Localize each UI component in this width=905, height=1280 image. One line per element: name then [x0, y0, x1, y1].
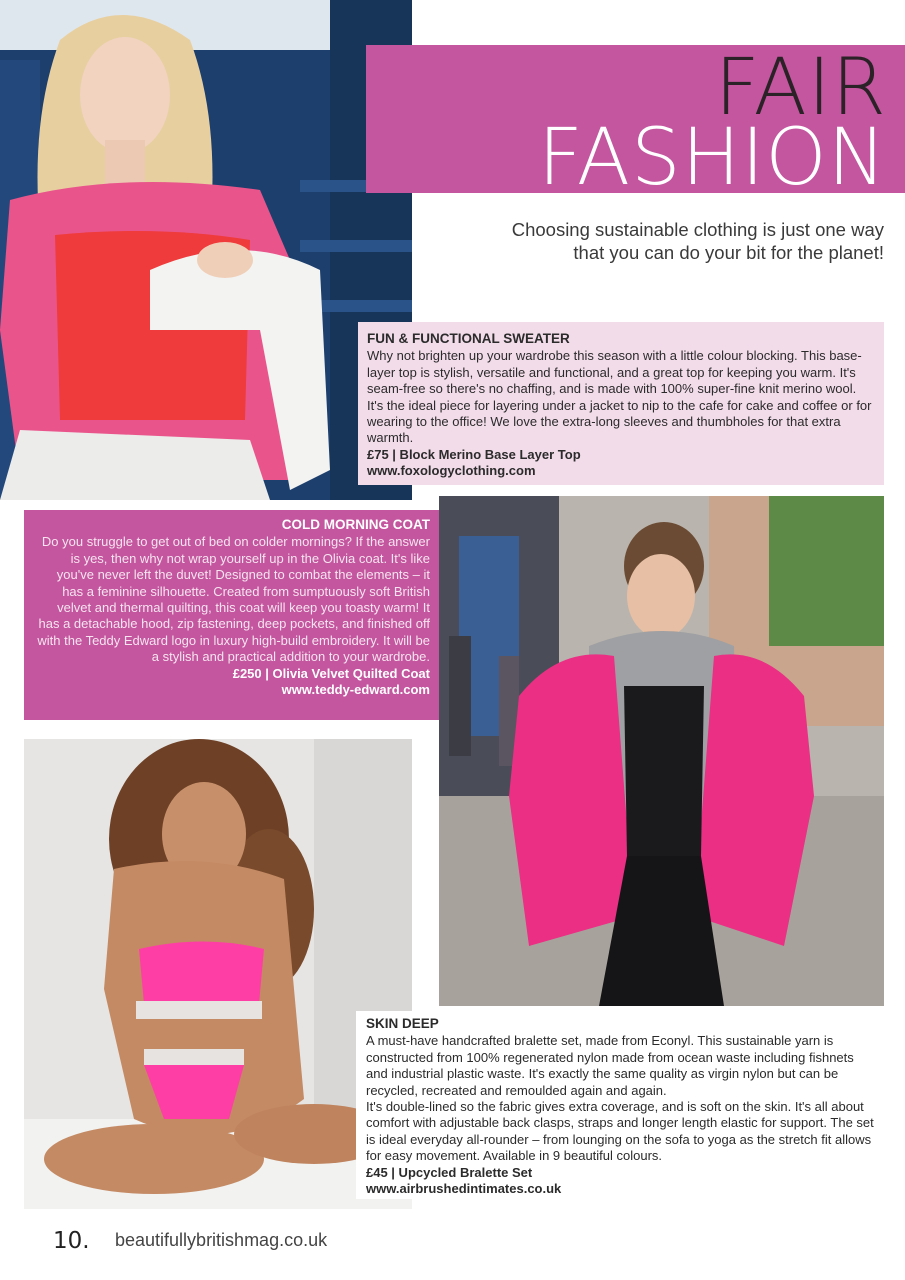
bralette-heading: SKIN DEEP: [366, 1016, 439, 1031]
bralette-photo: [24, 739, 412, 1209]
sweater-photo: [0, 0, 412, 500]
sweater-heading: FUN & FUNCTIONAL SWEATER: [367, 331, 570, 346]
footer-website-link[interactable]: beautifullybritishmag.co.uk: [115, 1230, 328, 1250]
bralette-price: £45 | Upcycled Bralette Set: [366, 1164, 533, 1180]
intro-text: Choosing sustainable clothing is just one way that you can do your bit for the planet!: [511, 219, 884, 263]
bralette-body-paragraph-2: It's double-lined so the fabric gives extra coverage, and is soft on the skin. It's all about comfort with adjustable back clasps, straps and longer length elastic for support. The set is ideal everyday all-rounder – from lounging on the sofa to yoga as the stretch fit allows for easy movement. Available in 9 beautiful colours.: [366, 1099, 874, 1164]
bralette-website-link[interactable]: www.airbrushedintimates.co.uk: [366, 1181, 562, 1197]
bralette-body-paragraph-1: A must-have handcrafted bralette set, made from Econyl. This sustainable yarn is constructed from 100% regenerated nylon made from ocean waste including fishnets and industrial plastic waste. It's exactly the same quality as virgin nylon but can be recycled, recreated and remoulded again and again.: [366, 1033, 854, 1098]
coat-body: Do you struggle to get out of bed on colder mornings? If the answer is yes, then why not wrap yourself up in the Olivia coat. It's like you've never left the duvet! Designed to combat the elements – it has a feminine silhouette. Created from sumptuously soft British velvet and thermal quilting, this coat will keep you toasty warm! It has a detachable hood, zip fastening, deep pockets, and finished off with the Teddy Edward logo in luxury high-build embroidery. It will be a stylish and practical addition to your wardrobe.: [37, 534, 430, 665]
title-fashion: FASHION: [538, 113, 887, 203]
coat-price: £250 | Olivia Velvet Quilted Coat: [232, 665, 430, 681]
sweater-website-link[interactable]: www.foxologyclothing.com: [367, 463, 536, 479]
title-block: [366, 43, 905, 203]
bralette-feature-box: [356, 1011, 884, 1199]
sweater-feature-box: [358, 322, 884, 485]
title-fair: FAIR: [714, 43, 887, 133]
sweater-price: £75 | Block Merino Base Layer Top: [367, 446, 581, 462]
page-number: 10.: [53, 1228, 90, 1254]
coat-heading: COLD MORNING COAT: [281, 517, 430, 532]
coat-photo: [439, 496, 884, 1006]
sweater-body: Why not brighten up your wardrobe this season with a little colour blocking. This base-layer top is stylish, versatile and functional, and a great top for keeping you warm. It's seam-free so there's no chaffing, and is made with 100% super-fine knit merino wool. It's the ideal piece for layering under a jacket to nip to the cafe for cake and coffee or for wearing to the office! We love the extra-long sleeves and thumbholes for that extra warmth.: [367, 348, 872, 446]
coat-website-link[interactable]: www.teddy-edward.com: [281, 682, 430, 698]
coat-feature-box: [24, 510, 439, 720]
